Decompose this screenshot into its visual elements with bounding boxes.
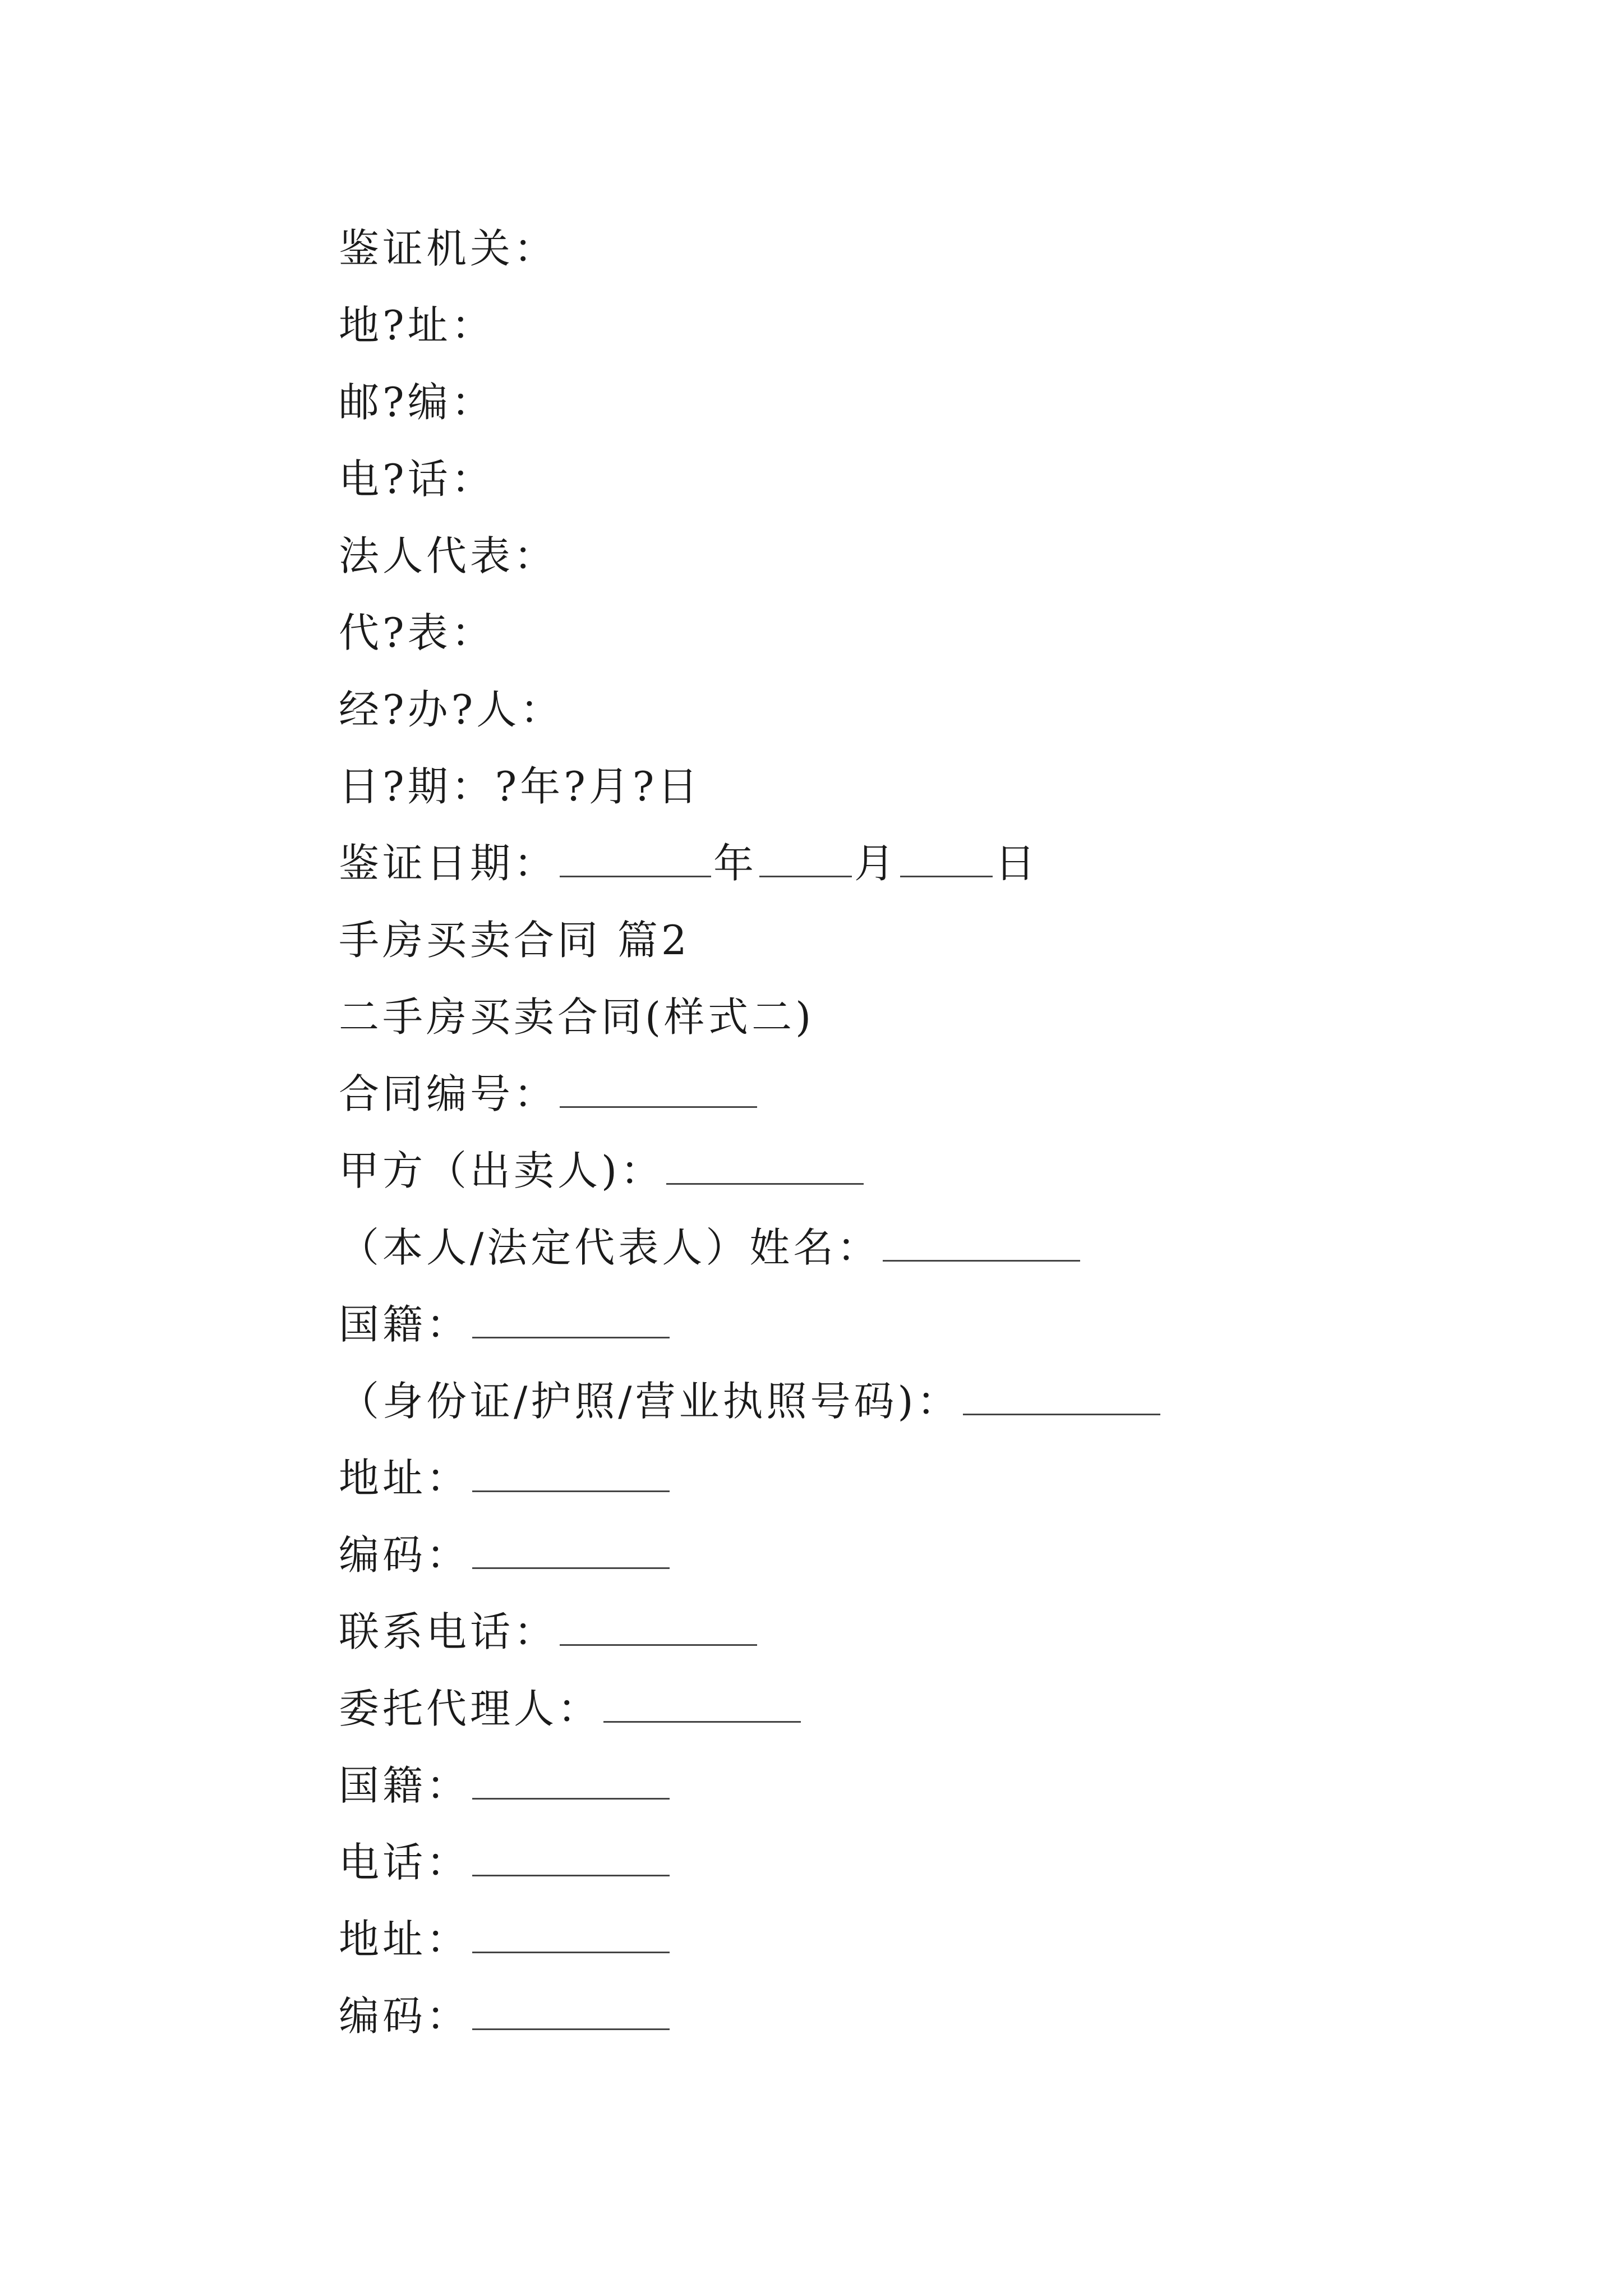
field-id-number — [339, 1363, 1516, 1440]
field-name — [339, 1209, 1516, 1286]
field-label: 编码： — [339, 1531, 471, 1579]
field-legal-representative — [339, 518, 1516, 595]
field-address — [339, 1440, 1516, 1517]
day-blank — [900, 843, 993, 877]
contract-title-text: 二手房买卖合同(样式二) — [339, 993, 815, 1041]
fill-blank — [560, 1074, 757, 1108]
field-verification-authority — [339, 210, 1516, 287]
fill-blank — [472, 1919, 670, 1953]
fill-blank — [560, 1612, 757, 1646]
fill-blank — [963, 1381, 1160, 1415]
year-blank — [560, 843, 711, 877]
field-label: 鉴证日期： — [339, 840, 558, 887]
field-nationality — [339, 1286, 1516, 1363]
field-label: 国籍： — [339, 1762, 471, 1809]
fill-blank — [666, 1151, 864, 1185]
field-date — [339, 748, 1516, 825]
field-label: 法人代表： — [339, 532, 558, 579]
field-postcode — [339, 1978, 1516, 2055]
fill-blank — [472, 1304, 670, 1338]
field-representative — [339, 595, 1516, 671]
field-label: 代?表： — [339, 609, 495, 656]
month-blank — [759, 843, 852, 877]
month-label: 月 — [854, 840, 898, 887]
fill-blank — [472, 1535, 670, 1569]
field-address — [339, 287, 1516, 364]
field-label: （身份证/护照/营业执照号码)： — [339, 1378, 961, 1425]
fill-blank — [472, 1996, 670, 2030]
fill-blank — [472, 1842, 670, 1876]
document-body — [339, 210, 1516, 2055]
field-postcode — [339, 1517, 1516, 1594]
day-label: 日 — [995, 840, 1039, 887]
field-party-a-seller — [339, 1133, 1516, 1209]
field-label: 甲方（出卖人)： — [339, 1147, 665, 1194]
field-nationality — [339, 1747, 1516, 1824]
field-phone — [339, 441, 1516, 518]
field-label: 编码： — [339, 1993, 471, 2040]
field-label: 地址： — [339, 1916, 471, 1963]
contract-title — [339, 979, 1516, 1056]
field-contract-number — [339, 1056, 1516, 1133]
field-verification-date — [339, 825, 1516, 902]
field-label: （本人/法定代表人）姓名： — [339, 1224, 881, 1271]
field-label: 联系电话： — [339, 1608, 558, 1655]
field-postcode — [339, 364, 1516, 441]
field-label: 委托代理人： — [339, 1685, 602, 1732]
field-label: 邮?编： — [339, 379, 495, 426]
field-handler — [339, 671, 1516, 748]
fill-blank — [472, 1765, 670, 1800]
field-contact-phone — [339, 1594, 1516, 1671]
field-label: 合同编号： — [339, 1070, 558, 1117]
fill-blank — [883, 1227, 1080, 1262]
field-label: 地?址： — [339, 302, 495, 349]
field-label: 鉴证机关： — [339, 225, 558, 272]
field-label: 经?办?人： — [339, 686, 564, 733]
field-label: 电话： — [339, 1839, 471, 1886]
section-heading — [339, 902, 1516, 979]
field-address — [339, 1901, 1516, 1978]
year-label: 年 — [713, 840, 758, 887]
section-title: 手房买卖合同 篇2 — [339, 917, 690, 964]
field-label: 日?期：?年?月?日 — [339, 763, 702, 810]
field-label: 地址： — [339, 1455, 471, 1502]
field-agent — [339, 1671, 1516, 1747]
field-label: 电?话： — [339, 455, 495, 503]
field-phone — [339, 1824, 1516, 1901]
fill-blank — [472, 1458, 670, 1492]
fill-blank — [603, 1688, 801, 1723]
field-label: 国籍： — [339, 1301, 471, 1348]
